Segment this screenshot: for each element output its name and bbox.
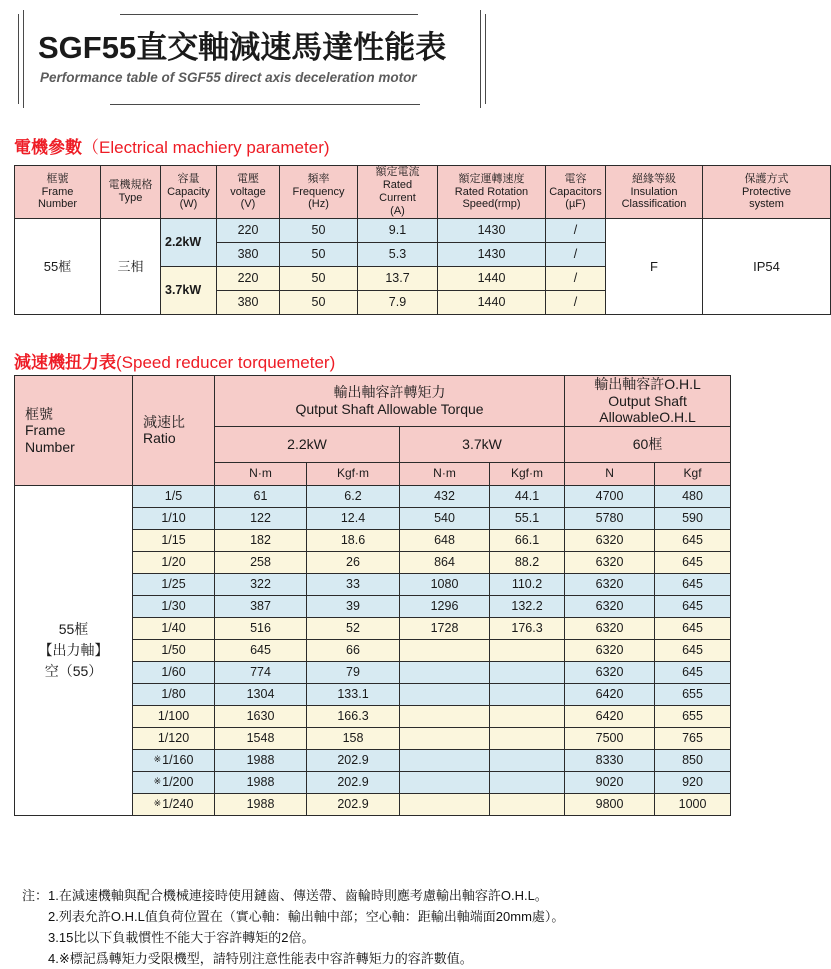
cell-ratio: 1/15 xyxy=(133,529,215,551)
table-row xyxy=(15,485,731,507)
cell-capacitor: / xyxy=(546,243,606,267)
cell-ohl-kgf: 850 xyxy=(655,749,731,771)
cell-torque-kgfm-37kw: 44.1 xyxy=(490,485,565,507)
cell-ratio: 1/30 xyxy=(133,595,215,617)
col-unit-nm-37kw: N·m xyxy=(400,462,490,485)
cell-ohl-n: 6420 xyxy=(565,705,655,727)
col-insulation-classification: 絕緣等級 Insulation Classification xyxy=(606,166,703,219)
cell-ratio: 1/10 xyxy=(133,507,215,529)
cell-ohl-kgf: 1000 xyxy=(655,793,731,815)
col-unit-kgfm-22kw: Kgf·m xyxy=(307,462,400,485)
cell-frequency: 50 xyxy=(280,291,358,315)
cell-frequency: 50 xyxy=(280,243,358,267)
cell-protective: IP54 xyxy=(703,219,831,315)
section-heading-electrical xyxy=(14,133,330,158)
cell-ohl-kgf: 765 xyxy=(655,727,731,749)
cell-rated-current: 13.7 xyxy=(358,267,438,291)
col-rated-rotation-speed: 額定運轉速度 Rated Rotation Speed(rmp) xyxy=(438,166,546,219)
cell-torque-nm-22kw: 61 xyxy=(215,485,307,507)
cell-ohl-n: 6320 xyxy=(565,573,655,595)
cell-torque-nm-22kw: 1304 xyxy=(215,683,307,705)
cell-torque-kgfm-37kw xyxy=(490,771,565,793)
cell-ohl-kgf: 645 xyxy=(655,661,731,683)
cell-ohl-kgf: 655 xyxy=(655,683,731,705)
cell-ratio: 1/80 xyxy=(133,683,215,705)
cell-torque-nm-22kw: 258 xyxy=(215,551,307,573)
cell-voltage: 220 xyxy=(217,219,280,243)
cell-torque-nm-22kw: 1988 xyxy=(215,793,307,815)
cell-torque-nm-22kw: 516 xyxy=(215,617,307,639)
cell-ohl-n: 6320 xyxy=(565,639,655,661)
cell-ohl-n: 6420 xyxy=(565,683,655,705)
cell-rated-current: 5.3 xyxy=(358,243,438,267)
footnotes xyxy=(22,885,564,969)
cell-rated-speed: 1440 xyxy=(438,267,546,291)
torque-header-row-1 xyxy=(15,376,731,427)
cell-torque-kgfm-22kw: 18.6 xyxy=(307,529,400,551)
cell-torque-nm-22kw: 122 xyxy=(215,507,307,529)
col-unit-kgfm-37kw: Kgf·m xyxy=(490,462,565,485)
cell-torque-kgfm-37kw: 132.2 xyxy=(490,595,565,617)
cell-ohl-kgf: 645 xyxy=(655,617,731,639)
cell-torque-nm-22kw: 182 xyxy=(215,529,307,551)
cell-torque-kgfm-37kw xyxy=(490,661,565,683)
cell-torque-nm-37kw xyxy=(400,683,490,705)
cell-torque-kgfm-22kw: 166.3 xyxy=(307,705,400,727)
cell-ohl-n: 6320 xyxy=(565,595,655,617)
col-unit-n: N xyxy=(565,462,655,485)
cell-type: 三相 xyxy=(101,219,161,315)
cell-torque-nm-37kw xyxy=(400,771,490,793)
cell-torque-kgfm-37kw xyxy=(490,749,565,771)
cell-torque-kgfm-37kw xyxy=(490,705,565,727)
cell-torque-kgfm-22kw: 202.9 xyxy=(307,793,400,815)
col-output-shaft-allowable-ohl: 輸出軸容許O.H.L Output Shaft AllowableO.H.L xyxy=(565,376,731,427)
cell-ohl-n: 6320 xyxy=(565,529,655,551)
col-ratio: 減速比 Ratio xyxy=(133,376,215,486)
cell-ohl-n: 8330 xyxy=(565,749,655,771)
cell-torque-kgfm-37kw: 88.2 xyxy=(490,551,565,573)
page-subtitle: Performance table of SGF55 direct axis deceleration motor xyxy=(40,70,417,85)
cell-voltage: 380 xyxy=(217,291,280,315)
cell-rated-current: 7.9 xyxy=(358,291,438,315)
cell-torque-kgfm-22kw: 33 xyxy=(307,573,400,595)
cell-torque-kgfm-37kw: 55.1 xyxy=(490,507,565,529)
cell-ratio: ※1/200 xyxy=(133,771,215,793)
cell-torque-nm-22kw: 1630 xyxy=(215,705,307,727)
cell-torque-nm-22kw: 1548 xyxy=(215,727,307,749)
cell-torque-nm-22kw: 322 xyxy=(215,573,307,595)
cell-torque-kgfm-22kw: 202.9 xyxy=(307,771,400,793)
cell-torque-nm-37kw xyxy=(400,705,490,727)
section-heading-electrical-en: （Electrical machiery parameter) xyxy=(82,138,330,157)
cell-ratio: 1/20 xyxy=(133,551,215,573)
cell-ratio: 1/120 xyxy=(133,727,215,749)
cell-torque-nm-37kw: 432 xyxy=(400,485,490,507)
cell-torque-nm-22kw: 387 xyxy=(215,595,307,617)
cell-torque-nm-22kw: 1988 xyxy=(215,749,307,771)
cell-capacity-37kw: 3.7kW xyxy=(161,267,217,315)
cell-torque-kgfm-22kw: 202.9 xyxy=(307,749,400,771)
cell-ohl-kgf: 590 xyxy=(655,507,731,529)
cell-ohl-kgf: 645 xyxy=(655,639,731,661)
section-heading-torque-en: (Speed reducer torquemeter) xyxy=(116,353,336,372)
speed-reducer-torque-table xyxy=(14,375,731,816)
cell-torque-nm-37kw xyxy=(400,727,490,749)
cell-frequency: 50 xyxy=(280,219,358,243)
cell-ohl-kgf: 920 xyxy=(655,771,731,793)
section-heading-torque xyxy=(14,348,335,373)
cell-torque-kgfm-37kw: 66.1 xyxy=(490,529,565,551)
footnote-4: 4.※標記爲轉矩力受限機型，請特別注意性能表中容許轉矩力的容許數值。 xyxy=(48,951,473,967)
cell-torque-kgfm-37kw xyxy=(490,793,565,815)
cell-torque-nm-37kw: 1728 xyxy=(400,617,490,639)
footnote-2: 2.列表允許O.H.L值負荷位置在（實心軸：輸出軸中部；空心軸：距輸出軸端面20mm處）。 xyxy=(48,909,565,925)
cell-torque-kgfm-22kw: 52 xyxy=(307,617,400,639)
cell-torque-nm-37kw: 540 xyxy=(400,507,490,529)
cell-ratio: 1/100 xyxy=(133,705,215,727)
title-rule-bottom xyxy=(110,104,420,105)
cell-torque-nm-37kw: 1296 xyxy=(400,595,490,617)
cell-torque-kgfm-37kw xyxy=(490,639,565,661)
cell-insulation: F xyxy=(606,219,703,315)
cell-torque-kgfm-22kw: 158 xyxy=(307,727,400,749)
cell-torque-kgfm-22kw: 6.2 xyxy=(307,485,400,507)
cell-rated-speed: 1430 xyxy=(438,243,546,267)
cell-torque-nm-22kw: 645 xyxy=(215,639,307,661)
footnote-3: 3.15比以下負載慣性不能大于容許轉矩的2倍。 xyxy=(48,930,315,946)
cell-ratio: 1/25 xyxy=(133,573,215,595)
cell-ohl-kgf: 480 xyxy=(655,485,731,507)
cell-ratio: 1/50 xyxy=(133,639,215,661)
cell-torque-nm-37kw: 1080 xyxy=(400,573,490,595)
cell-ohl-n: 5780 xyxy=(565,507,655,529)
cell-ohl-n: 4700 xyxy=(565,485,655,507)
cell-ohl-kgf: 655 xyxy=(655,705,731,727)
col-frame-number: 框號 Frame Number xyxy=(15,166,101,219)
page-title-block xyxy=(0,0,743,118)
cell-ratio: 1/40 xyxy=(133,617,215,639)
cell-ratio: 1/5 xyxy=(133,485,215,507)
cell-torque-nm-22kw: 1988 xyxy=(215,771,307,793)
col-output-shaft-allowable-torque: 輸出軸容許轉矩力 Qutput Shaft Allowable Torque xyxy=(215,376,565,427)
cell-ohl-kgf: 645 xyxy=(655,551,731,573)
col-frame-number: 框號 Frame Number xyxy=(15,376,133,486)
electrical-parameter-table xyxy=(14,165,831,315)
cell-ohl-n: 9020 xyxy=(565,771,655,793)
cell-torque-nm-22kw: 774 xyxy=(215,661,307,683)
cell-torque-nm-37kw xyxy=(400,639,490,661)
cell-ohl-n: 7500 xyxy=(565,727,655,749)
cell-torque-kgfm-37kw xyxy=(490,683,565,705)
section-heading-torque-cn: 減速機扭力表 xyxy=(14,353,116,372)
cell-torque-nm-37kw xyxy=(400,793,490,815)
cell-ratio: 1/60 xyxy=(133,661,215,683)
col-capacity: 容量 Capacity (W) xyxy=(161,166,217,219)
cell-ohl-kgf: 645 xyxy=(655,573,731,595)
cell-capacitor: / xyxy=(546,219,606,243)
cell-ohl-kgf: 645 xyxy=(655,595,731,617)
section-heading-electrical-cn: 電機參數 xyxy=(14,138,82,157)
footnote-1: 注：1.在減速機軸與配合機械連接時使用鏈齒、傳送帶、齒輪時則應考慮輸出軸容許O.H.L。 xyxy=(22,888,548,903)
cell-ohl-n: 6320 xyxy=(565,661,655,683)
cell-torque-nm-37kw xyxy=(400,749,490,771)
cell-frequency: 50 xyxy=(280,267,358,291)
cell-ratio: ※1/160 xyxy=(133,749,215,771)
cell-torque-kgfm-37kw xyxy=(490,727,565,749)
cell-torque-kgfm-22kw: 79 xyxy=(307,661,400,683)
cell-frame-label: 55框 【出力軸】 空（55） xyxy=(15,485,133,815)
cell-torque-kgfm-22kw: 12.4 xyxy=(307,507,400,529)
page-title: SGF55直交軸減速馬達性能表 xyxy=(38,30,447,65)
cell-torque-kgfm-22kw: 39 xyxy=(307,595,400,617)
cell-ohl-n: 6320 xyxy=(565,551,655,573)
cell-rated-speed: 1430 xyxy=(438,219,546,243)
cell-torque-kgfm-22kw: 66 xyxy=(307,639,400,661)
col-unit-kgf: Kgf xyxy=(655,462,731,485)
col-capacitors: 電容 Capacitors (µF) xyxy=(546,166,606,219)
cell-capacity-22kw: 2.2kW xyxy=(161,219,217,267)
cell-rated-current: 9.1 xyxy=(358,219,438,243)
cell-torque-nm-37kw xyxy=(400,661,490,683)
cell-torque-nm-37kw: 864 xyxy=(400,551,490,573)
col-voltage: 電壓 voltage (V) xyxy=(217,166,280,219)
col-torque-37kw: 3.7kW xyxy=(400,426,565,462)
cell-capacitor: / xyxy=(546,267,606,291)
electrical-header-row xyxy=(15,166,831,219)
table-row xyxy=(15,219,831,243)
cell-frame-number: 55框 xyxy=(15,219,101,315)
cell-ohl-n: 6320 xyxy=(565,617,655,639)
cell-capacitor: / xyxy=(546,291,606,315)
cell-torque-kgfm-37kw: 176.3 xyxy=(490,617,565,639)
cell-torque-nm-37kw: 648 xyxy=(400,529,490,551)
col-protective-system: 保護方式 Protective system xyxy=(703,166,831,219)
cell-ohl-n: 9800 xyxy=(565,793,655,815)
cell-voltage: 380 xyxy=(217,243,280,267)
col-frequency: 頻率 Frequency (Hz) xyxy=(280,166,358,219)
cell-ohl-kgf: 645 xyxy=(655,529,731,551)
col-torque-22kw: 2.2kW xyxy=(215,426,400,462)
col-rated-current: 額定電流 Rated Current (A) xyxy=(358,166,438,219)
cell-rated-speed: 1440 xyxy=(438,291,546,315)
footnote-label: 注： xyxy=(22,888,49,903)
col-type: 電機規格 Type xyxy=(101,166,161,219)
col-ohl-frame60: 60框 xyxy=(565,426,731,462)
cell-torque-kgfm-22kw: 133.1 xyxy=(307,683,400,705)
cell-torque-kgfm-37kw: 110.2 xyxy=(490,573,565,595)
col-unit-nm-22kw: N·m xyxy=(215,462,307,485)
cell-voltage: 220 xyxy=(217,267,280,291)
cell-torque-kgfm-22kw: 26 xyxy=(307,551,400,573)
cell-ratio: ※1/240 xyxy=(133,793,215,815)
